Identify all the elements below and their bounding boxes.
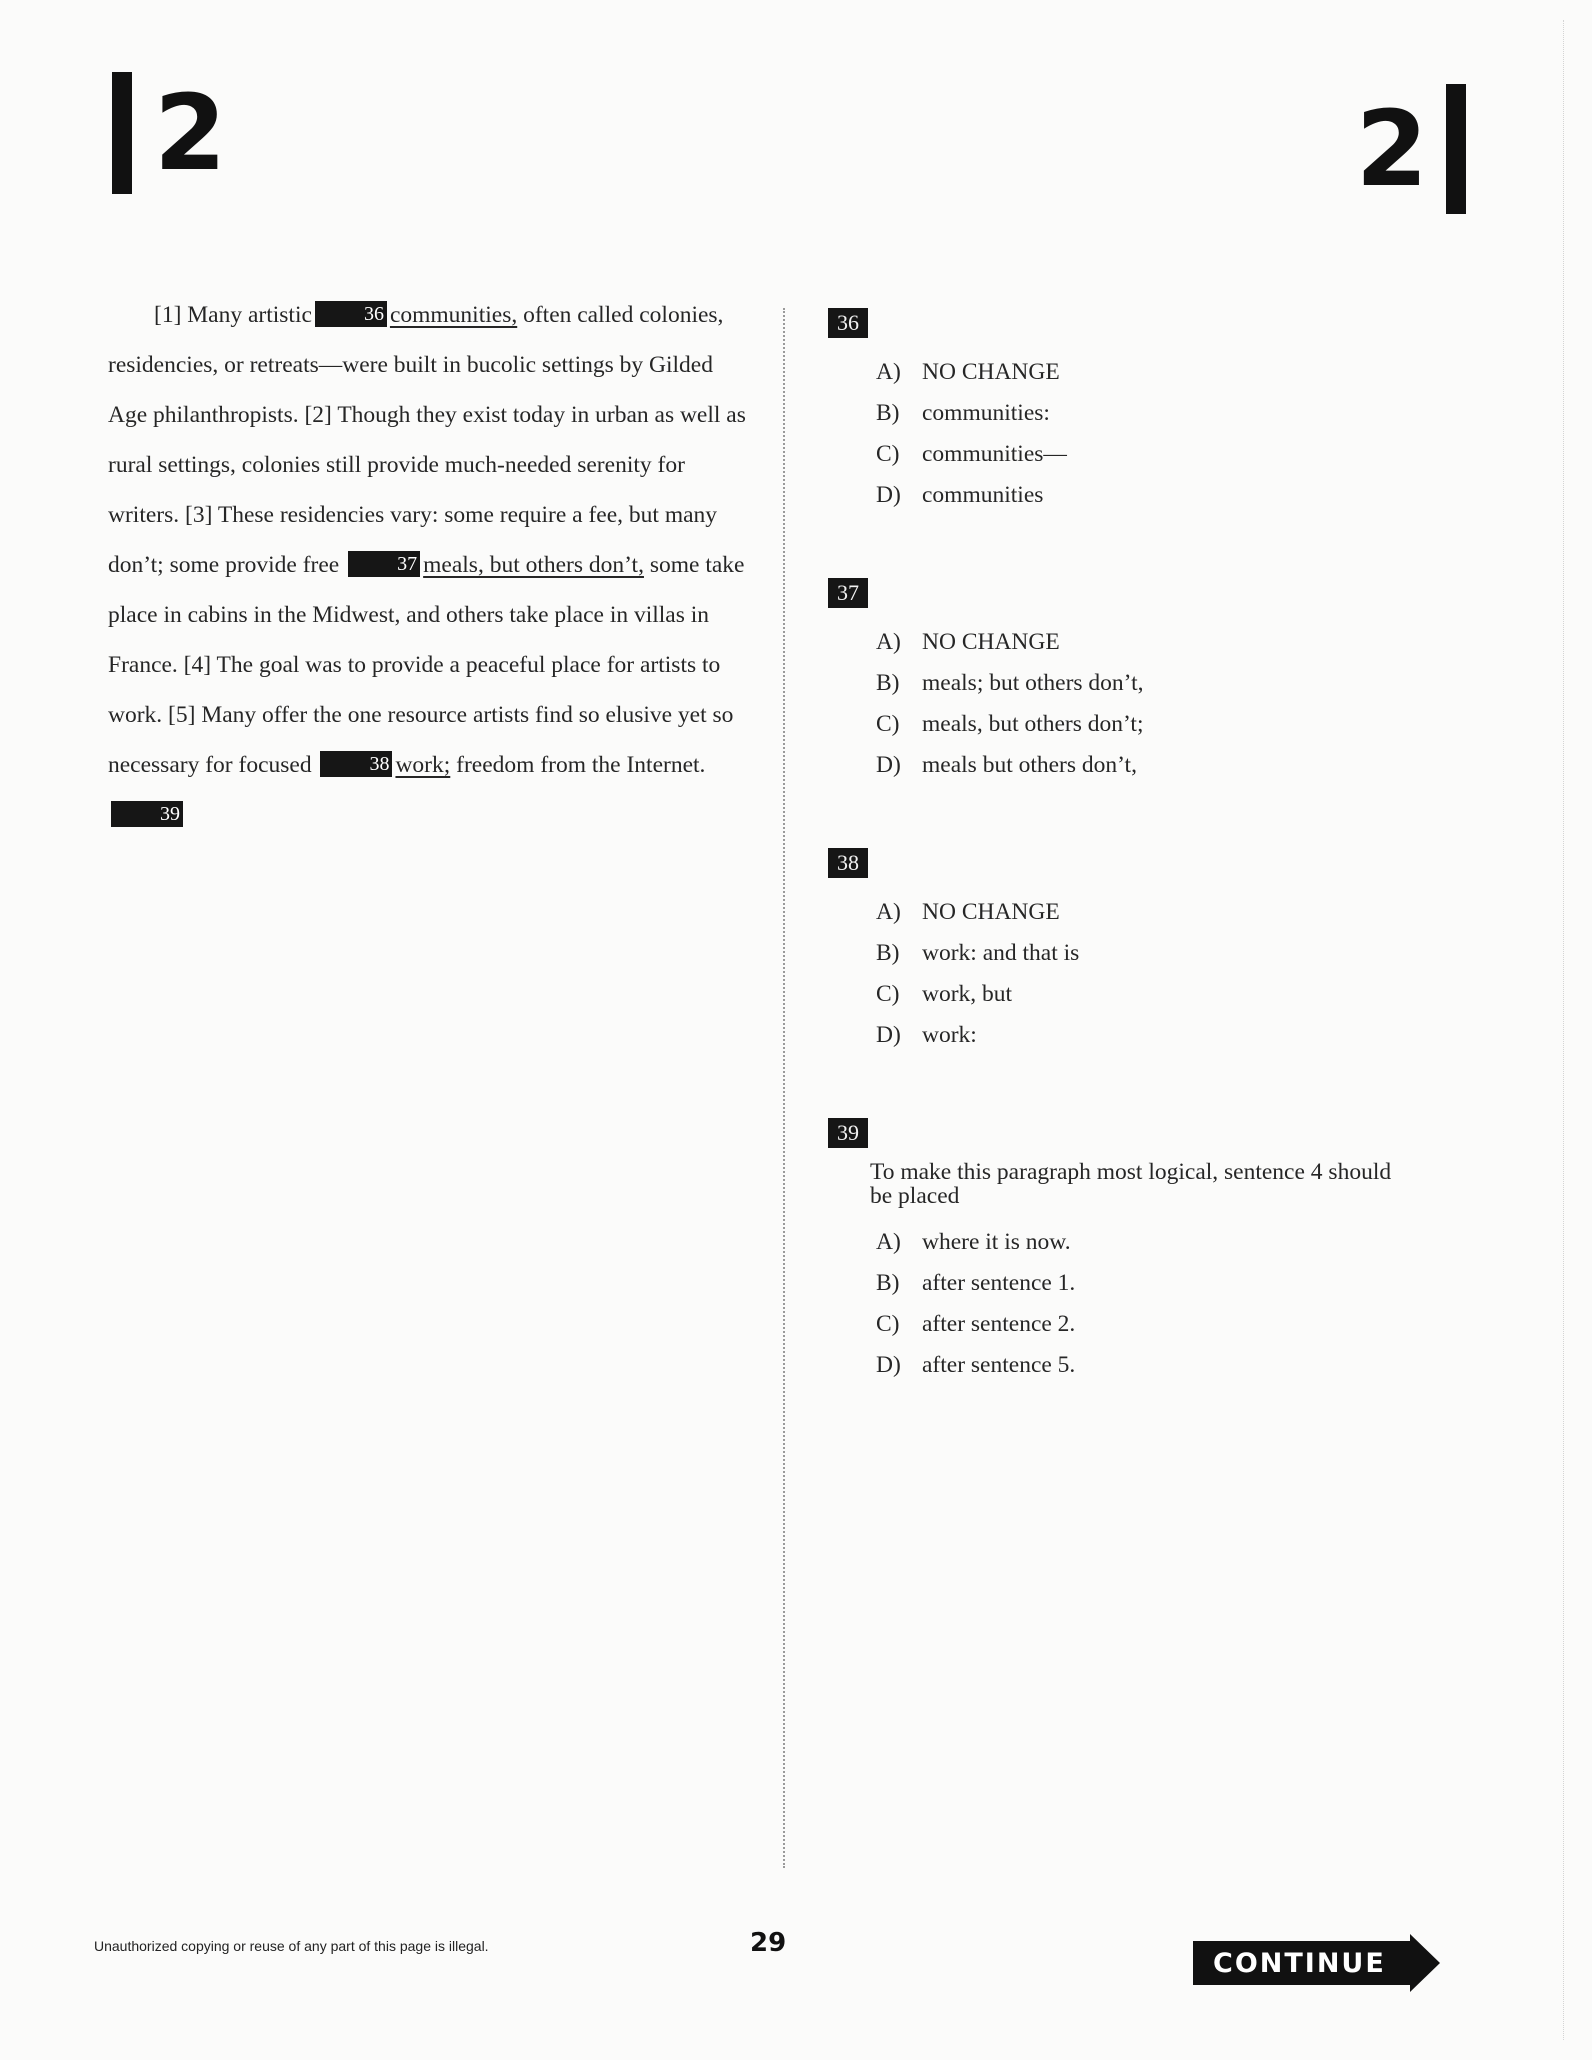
question-marker-39[interactable]: 39 (111, 801, 183, 827)
option-letter: D) (876, 482, 901, 508)
option-a[interactable] (876, 1222, 1408, 1263)
option-text: NO CHANGE (922, 629, 1060, 655)
passage-text-1: [1] Many artistic (154, 302, 312, 328)
passage (108, 290, 748, 840)
underlined-phrase-37: meals, but others don’t, (423, 552, 644, 578)
option-text: meals, but others don’t; (922, 711, 1144, 737)
option-text: communities: (922, 400, 1050, 426)
question-37 (828, 578, 1408, 786)
continue-label: CONTINUE (1193, 1941, 1410, 1985)
option-text: NO CHANGE (922, 899, 1060, 925)
option-a[interactable] (876, 352, 1408, 393)
option-d[interactable] (876, 475, 1408, 516)
option-a[interactable] (876, 892, 1408, 933)
option-text: NO CHANGE (922, 359, 1060, 385)
copyright-notice: Unauthorized copying or reuse of any part of this page is illegal. (94, 1938, 489, 1954)
option-letter: B) (876, 1270, 900, 1296)
answer-options (876, 352, 1408, 516)
passage-text-4: freedom from the Internet. (450, 752, 706, 778)
section-number-left: 2 (154, 72, 227, 194)
question-number: 38 (828, 848, 868, 878)
option-a[interactable] (876, 622, 1408, 663)
question-marker-36[interactable]: 36 (315, 301, 387, 327)
option-letter: A) (876, 899, 901, 925)
question-38 (828, 848, 1408, 1056)
option-text: communities (922, 482, 1044, 508)
option-text: after sentence 5. (922, 1352, 1076, 1378)
option-d[interactable] (876, 745, 1408, 786)
underlined-phrase-38: work; (395, 752, 451, 778)
option-letter: B) (876, 940, 900, 966)
question-number: 36 (828, 308, 868, 338)
option-text: work: (922, 1022, 977, 1048)
option-text: communities— (922, 441, 1067, 467)
answer-options (876, 1222, 1408, 1386)
option-b[interactable] (876, 933, 1408, 974)
option-text: after sentence 1. (922, 1270, 1076, 1296)
question-marker-38[interactable]: 38 (320, 751, 392, 777)
passage-text-3: some take place in cabins in the Midwest, and others take place in villas in France. [4] The goal was to provide a peaceful place for artists to work. [5] Many offer the one resource artists find so elusive yet so necessary for focused (108, 552, 745, 778)
answer-options (876, 892, 1408, 1056)
question-number: 39 (828, 1118, 868, 1148)
column-divider (783, 308, 785, 1868)
question-marker-37[interactable]: 37 (348, 551, 420, 577)
section-header-right (1356, 84, 1466, 214)
section-number-right: 2 (1355, 88, 1428, 210)
option-d[interactable] (876, 1345, 1408, 1386)
option-text: after sentence 2. (922, 1311, 1076, 1337)
option-b[interactable] (876, 663, 1408, 704)
section-header-left (112, 72, 226, 194)
option-letter: C) (876, 711, 900, 737)
option-letter: A) (876, 629, 901, 655)
arrow-right-icon (1410, 1934, 1440, 1992)
option-c[interactable] (876, 704, 1408, 745)
option-d[interactable] (876, 1015, 1408, 1056)
option-b[interactable] (876, 1263, 1408, 1304)
scan-edge (1563, 20, 1564, 2040)
option-letter: A) (876, 1229, 901, 1255)
section-bar-left (112, 72, 132, 194)
question-prompt: To make this paragraph most logical, sentence 4 should be placed (870, 1159, 1392, 1209)
page-number: 29 (750, 1928, 787, 1958)
continue-button[interactable] (1193, 1934, 1440, 1992)
option-letter: D) (876, 1022, 901, 1048)
option-letter: A) (876, 359, 901, 385)
section-bar-right (1446, 84, 1466, 214)
option-b[interactable] (876, 393, 1408, 434)
answer-options (876, 622, 1408, 786)
option-letter: B) (876, 670, 900, 696)
question-39 (828, 1118, 1408, 1386)
option-letter: C) (876, 1311, 900, 1337)
option-letter: D) (876, 1352, 901, 1378)
question-36 (828, 308, 1408, 516)
option-letter: C) (876, 981, 900, 1007)
passage-paragraph (108, 290, 748, 840)
option-text: work, but (922, 981, 1013, 1007)
passage-text-2: often called colonies, residencies, or retreats—were built in bucolic settings by Gilded Age philanthropists. [2] Though they exist today in urban as well as rural settings, colonies still provide much-needed serenity for writers. [3] These residencies vary: some require a fee, but many don’t; some provide free (108, 302, 746, 578)
option-text: work: and that is (922, 940, 1080, 966)
option-letter: B) (876, 400, 900, 426)
option-letter: D) (876, 752, 901, 778)
option-letter: C) (876, 441, 900, 467)
option-text: meals but others don’t, (922, 752, 1137, 778)
option-c[interactable] (876, 974, 1408, 1015)
option-text: meals; but others don’t, (922, 670, 1144, 696)
question-number: 37 (828, 578, 868, 608)
option-text: where it is now. (922, 1229, 1071, 1255)
option-c[interactable] (876, 1304, 1408, 1345)
underlined-phrase-36: communities, (389, 302, 518, 328)
option-c[interactable] (876, 434, 1408, 475)
